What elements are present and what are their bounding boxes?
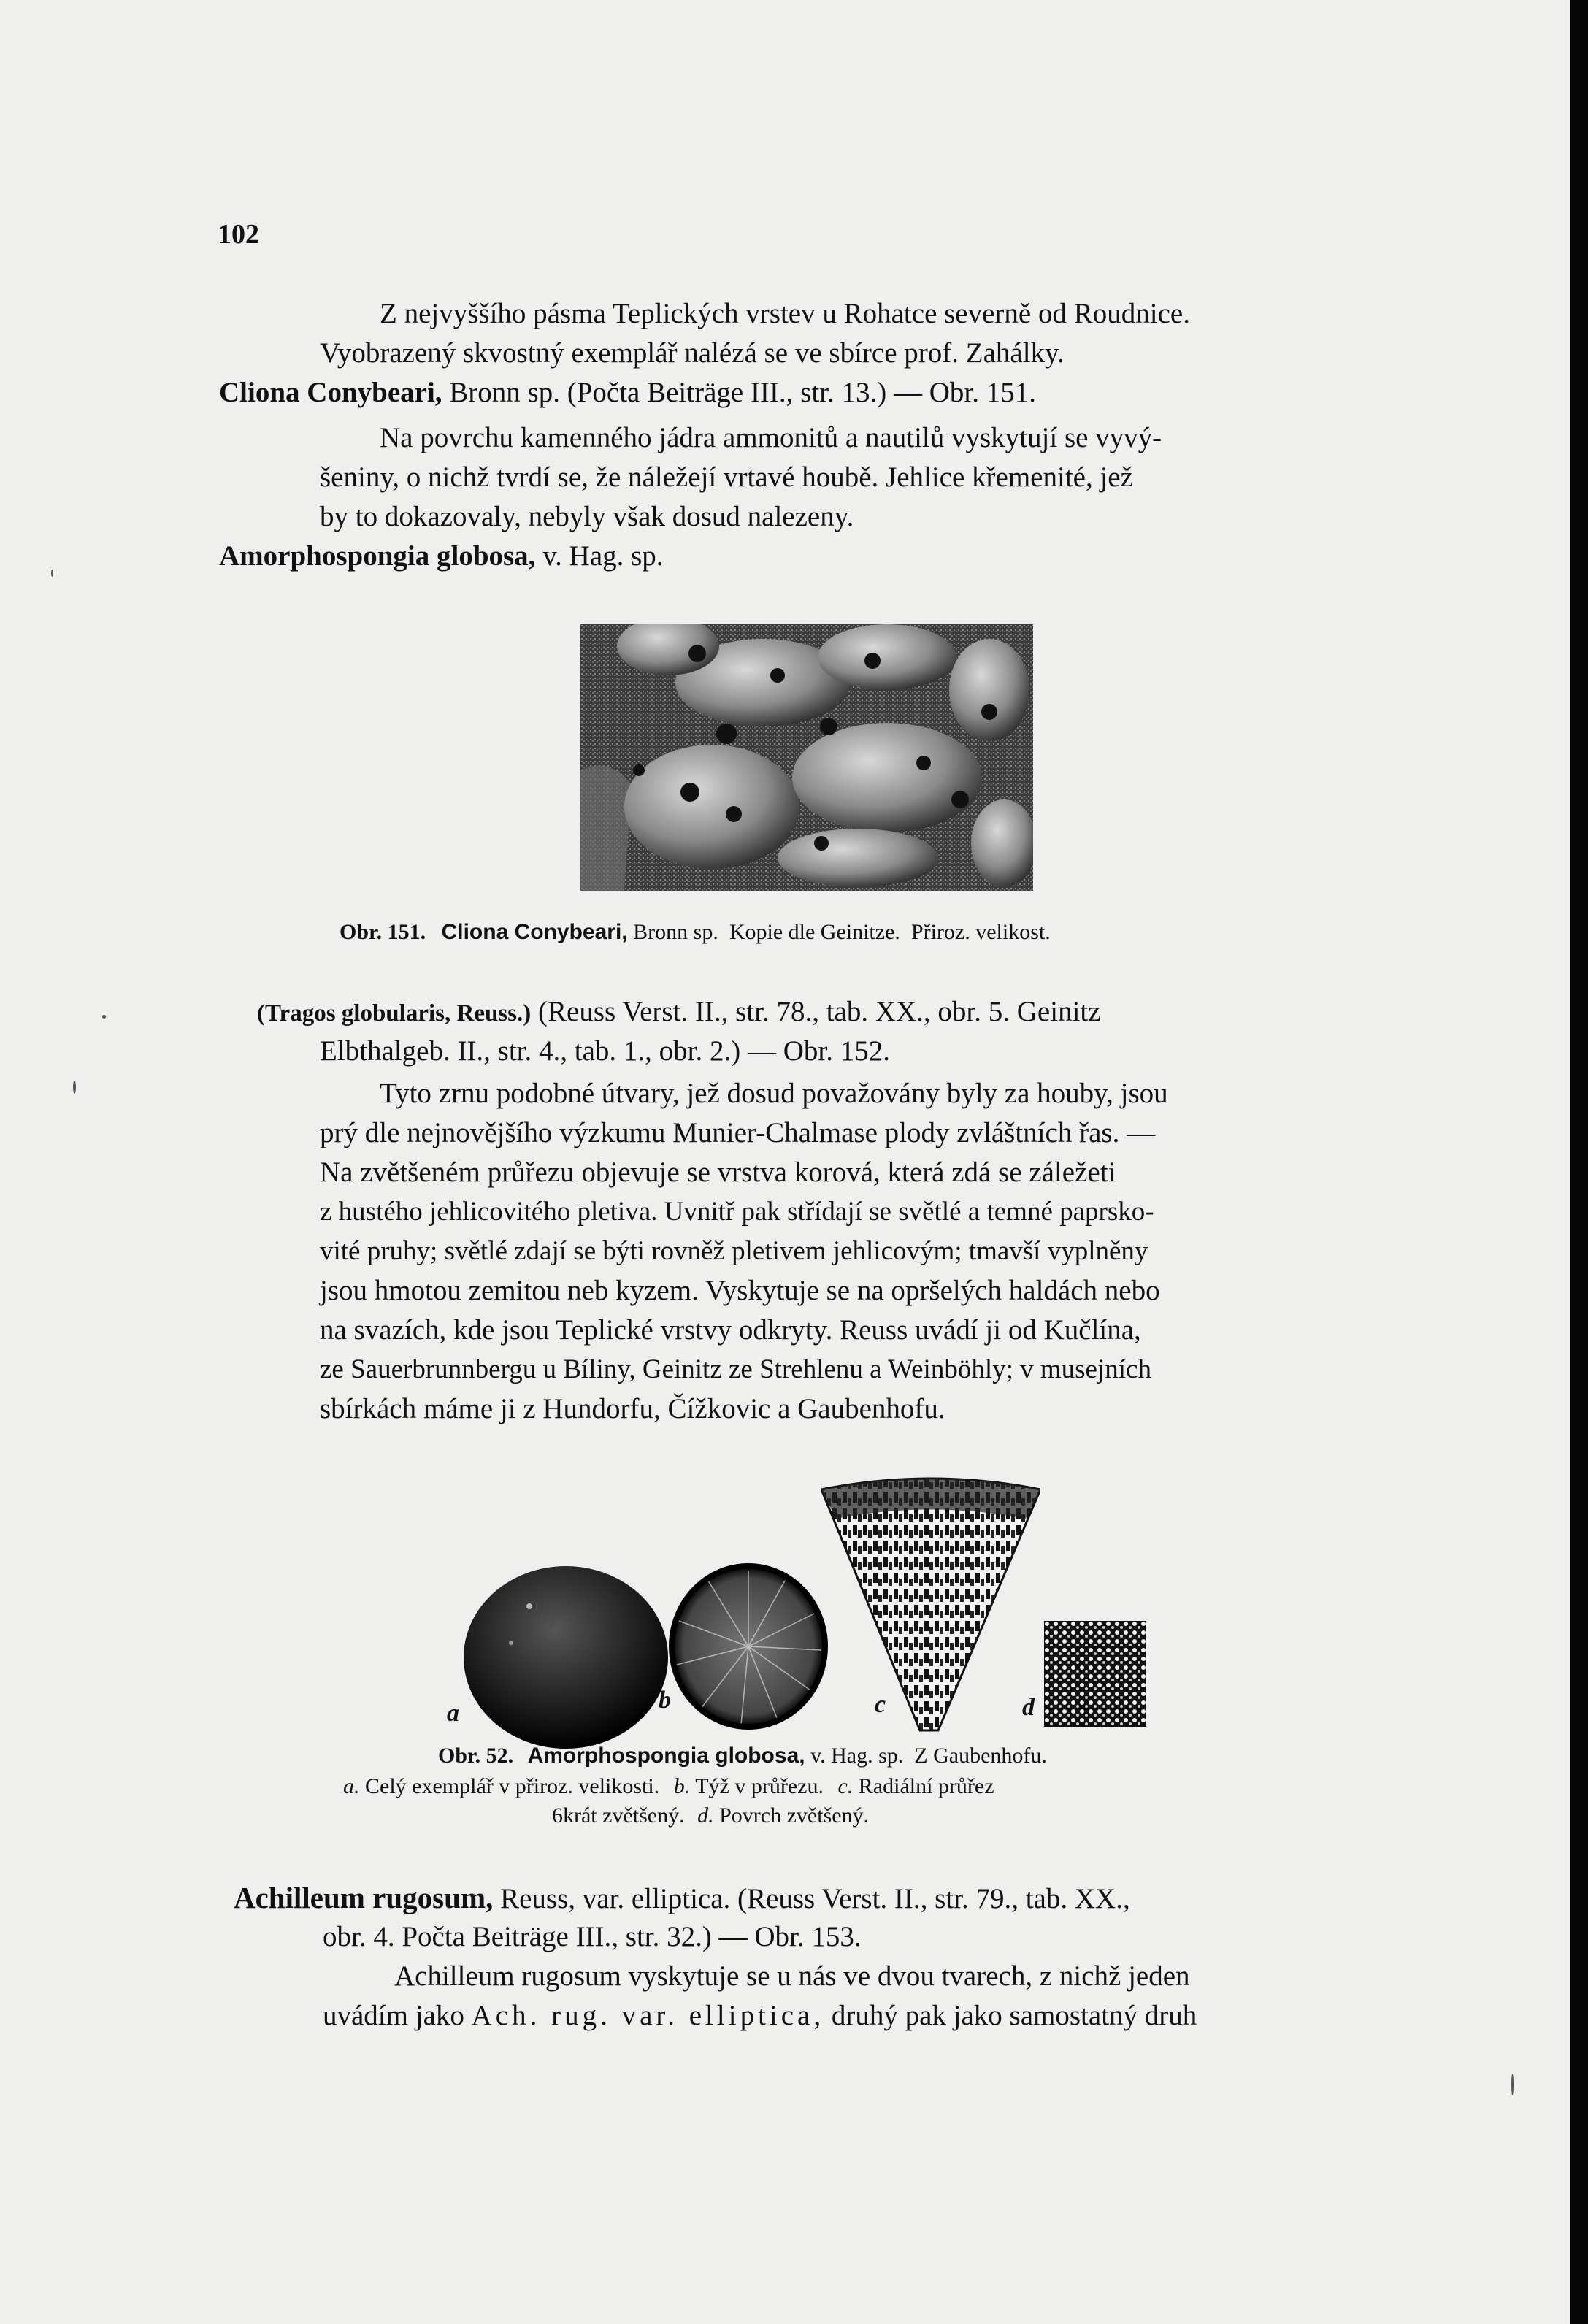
- figure-152a-specimen: [460, 1562, 672, 1752]
- caption-letter: a.: [343, 1774, 360, 1798]
- caption-letter: b.: [673, 1774, 691, 1798]
- figure-152-caption-line3: [552, 1801, 869, 1830]
- figure-letter-c: c: [875, 1691, 886, 1718]
- caption-letter: c.: [837, 1774, 854, 1798]
- caption-text: Povrch zvětšený.: [719, 1803, 870, 1828]
- species-reference: v. Hag. sp.: [535, 540, 664, 572]
- caption-letter: d.: [697, 1803, 714, 1828]
- text-line: na svazích, kde jsou Teplické vrstvy odkryty. Reuss uvádí ji od Kučlína,: [320, 1314, 1141, 1346]
- figure-letter-d: d: [1022, 1694, 1035, 1721]
- text-fragment: druhý pak jako samostatný druh: [831, 2000, 1197, 2031]
- figure-species-name: Amorphospongia globosa,: [527, 1744, 805, 1768]
- species-reference: Bronn sp. (Počta Beiträge III., str. 13.) — Obr. 151.: [442, 377, 1036, 408]
- scan-edge: [1570, 0, 1588, 2324]
- text-line: jsou hmotou zemitou neb kyzem. Vyskytuje se na opršelých haldách nebo: [320, 1275, 1160, 1306]
- text-line: Tyto zrnu podobné útvary, jež dosud považovány byly za houby, jsou: [380, 1078, 1168, 1109]
- figure-caption-text: v. Hag. sp. Z Gaubenhofu.: [810, 1744, 1047, 1768]
- page-number: 102: [218, 219, 259, 250]
- species-name: Achilleum rugosum,: [234, 1881, 494, 1914]
- text-line: [323, 1997, 1197, 2035]
- species-reference: Reuss, var. elliptica. (Reuss Verst. II., str. 79., tab. XX.,: [493, 1883, 1130, 1914]
- figure-label: Obr. 52.: [438, 1744, 514, 1768]
- species-heading: [219, 537, 664, 575]
- text-line: Vyobrazený skvostný exemplář nalézá se ve sbírce prof. Zahálky.: [320, 337, 1065, 369]
- text-line: sbírkách máme ji z Hundorfu, Čížkovic a Gaubenhofu.: [320, 1393, 945, 1424]
- figure-152b-cross-section: [668, 1562, 829, 1730]
- text-line: Na povrchu kamenného jádra ammonitů a nautilů vyskytují se vyvý-: [380, 422, 1162, 453]
- text-line: by to dokazovaly, nebyly však dosud nalezeny.: [320, 501, 854, 532]
- caption-text: Celý exemplář v přiroz. velikosti.: [365, 1774, 660, 1798]
- text-line: ze Sauerbrunnbergu u Bíliny, Geinitz ze Strehlenu a Weinböhly; v musejních: [320, 1354, 1151, 1384]
- figure-152-caption-line1: [438, 1741, 1047, 1771]
- species-heading: [234, 1879, 1130, 1918]
- text-line: Elbthalgeb. II., str. 4., tab. 1., obr. 2.) — Obr. 152.: [320, 1035, 890, 1067]
- species-reference: (Reuss Verst. II., str. 78., tab. XX., obr. 5. Geinitz: [531, 996, 1101, 1027]
- figure-letter-b: b: [659, 1687, 671, 1714]
- text-line: obr. 4. Počta Beiträge III., str. 32.) — Obr. 153.: [323, 1921, 862, 1952]
- species-name: Cliona Conybeari,: [219, 377, 442, 408]
- figure-152-caption-line2: [343, 1772, 994, 1801]
- text-line: Achilleum rugosum vyskytuje se u nás ve dvou tvarech, z nichž jeden: [394, 1960, 1190, 1992]
- figure-caption-text: Bronn sp. Kopie dle Geinitze. Přiroz. velikost.: [633, 920, 1051, 944]
- text-line: prý dle nejnovějšího výzkumu Munier-Chalmase plody zvláštních řas. —: [320, 1117, 1156, 1148]
- text-line: Na zvětšeném průřezu objevuje se vrstva korová, která zdá se záležeti: [320, 1157, 1116, 1188]
- species-name: Amorphospongia globosa,: [219, 540, 536, 572]
- text-line: šeniny, o nichž tvrdí se, že náležejí vrtavé houbě. Jehlice křemenité, jež: [320, 461, 1133, 493]
- text-line: Z nejvyššího pásma Teplických vrstev u Rohatce severně od Roudnice.: [380, 298, 1190, 329]
- figure-label: Obr. 151.: [340, 920, 426, 944]
- species-heading: [219, 374, 1036, 412]
- caption-text: Týž v průřezu.: [695, 1774, 824, 1798]
- figure-letter-a: a: [447, 1700, 459, 1727]
- species-author: Reuss.): [450, 1000, 532, 1027]
- figure-151-photo: [580, 624, 1033, 891]
- text-line: vité pruhy; světlé zdají se býti rovněž pletivem jehlicovým; tmavší vyplněny: [320, 1236, 1148, 1266]
- species-heading: [257, 993, 1101, 1032]
- figure-species-name: Cliona Conybeari,: [441, 920, 628, 944]
- caption-text: 6krát zvětšený.: [552, 1803, 685, 1828]
- spaced-species-name: Ach. rug. var. elliptica,: [471, 2000, 825, 2031]
- text-fragment: uvádím jako: [323, 2000, 464, 2031]
- caption-text: Radiální průřez: [858, 1774, 994, 1798]
- figure-152c-radial-section: [821, 1475, 1040, 1734]
- species-name: (Tragos globularis,: [257, 1000, 451, 1027]
- text-line: z hustého jehlicovitého pletiva. Uvnitř pak střídají se světlé a temné paprsko-: [320, 1197, 1154, 1227]
- figure-151-caption: [340, 918, 1051, 947]
- figure-152d-surface: [1044, 1621, 1146, 1727]
